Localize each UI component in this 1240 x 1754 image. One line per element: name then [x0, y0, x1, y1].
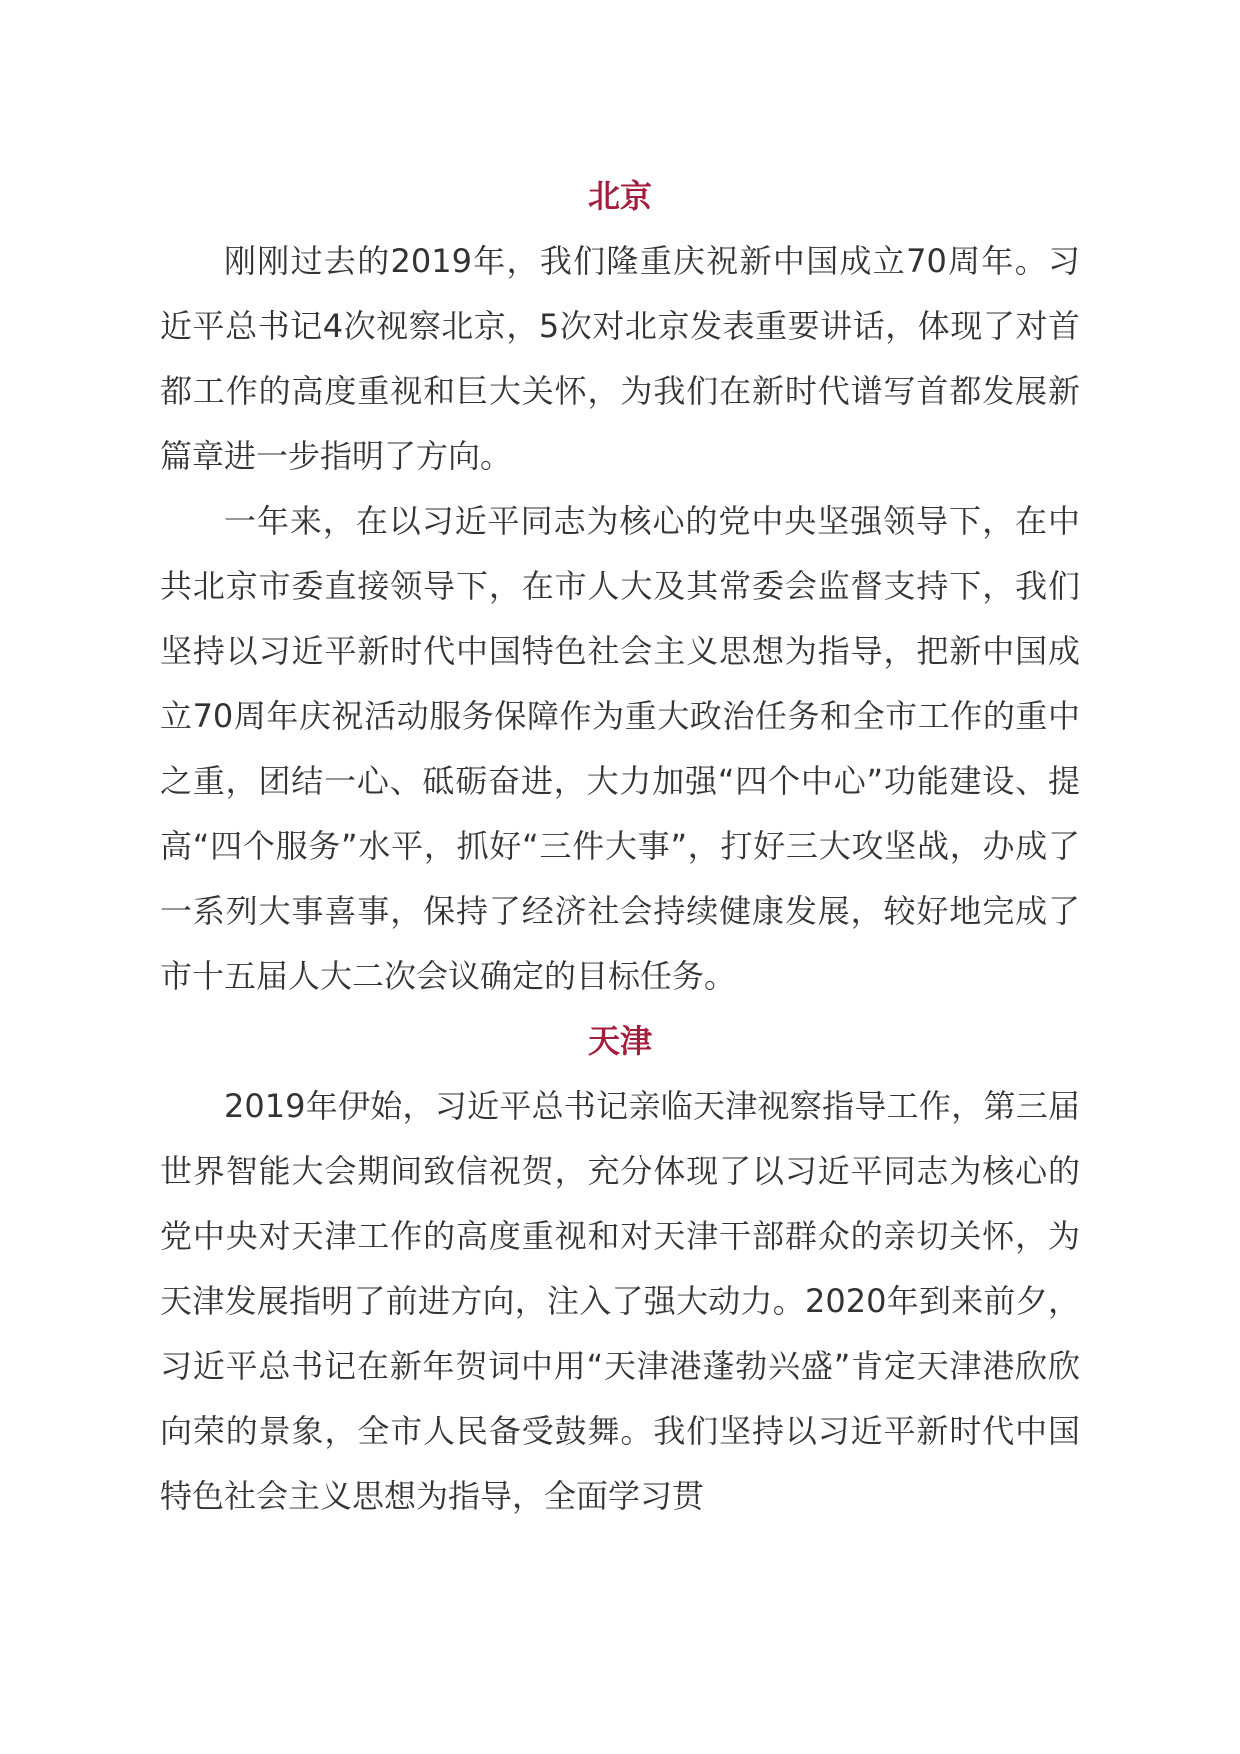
beijing-paragraph-2: 一年来，在以习近平同志为核心的党中央坚强领导下，在中共北京市委直接领导下，在市人大及其常委会监督支持下，我们坚持以习近平新时代中国特色社会主义思想为指导，把新中国成立70周年庆祝活动服务保障作为重大政治任务和全市工作的重中之重，团结一心、砥砺奋进，大力加强“四个中心”功能建设、提高“四个服务”水平，抓好“三件大事”，打好三大攻坚战，办成了一系列大事喜事，保持了经济社会持续健康发展，较好地完成了市十五届人大二次会议确定的目标任务。	[160, 502, 1080, 995]
section-title-beijing: 北京	[587, 177, 652, 215]
beijing-paragraph-1: 刚刚过去的2019年，我们隆重庆祝新中国成立70周年。习近平总书记4次视察北京，5次对北京发表重要讲话，体现了对首都工作的高度重视和巨大关怀，为我们在新时代谱写首都发展新篇章进一步指明了方向。	[160, 242, 1080, 475]
section-title-tianjin: 天津	[587, 1022, 652, 1060]
tianjin-paragraph-1: 2019年伊始，习近平总书记亲临天津视察指导工作，第三届世界智能大会期间致信祝贺，充分体现了以习近平同志为核心的党中央对天津工作的高度重视和对天津干部群众的亲切关怀，为天津发展指明了前进方向，注入了强大动力。2020年到来前夕，习近平总书记在新年贺词中用“天津港蓬勃兴盛”肯定天津港欣欣向荣的景象，全市人民备受鼓舞。我们坚持以习近平新时代中国特色社会主义思想为指导，全面学习贯	[160, 1087, 1080, 1515]
document-page	[160, 164, 1080, 1529]
